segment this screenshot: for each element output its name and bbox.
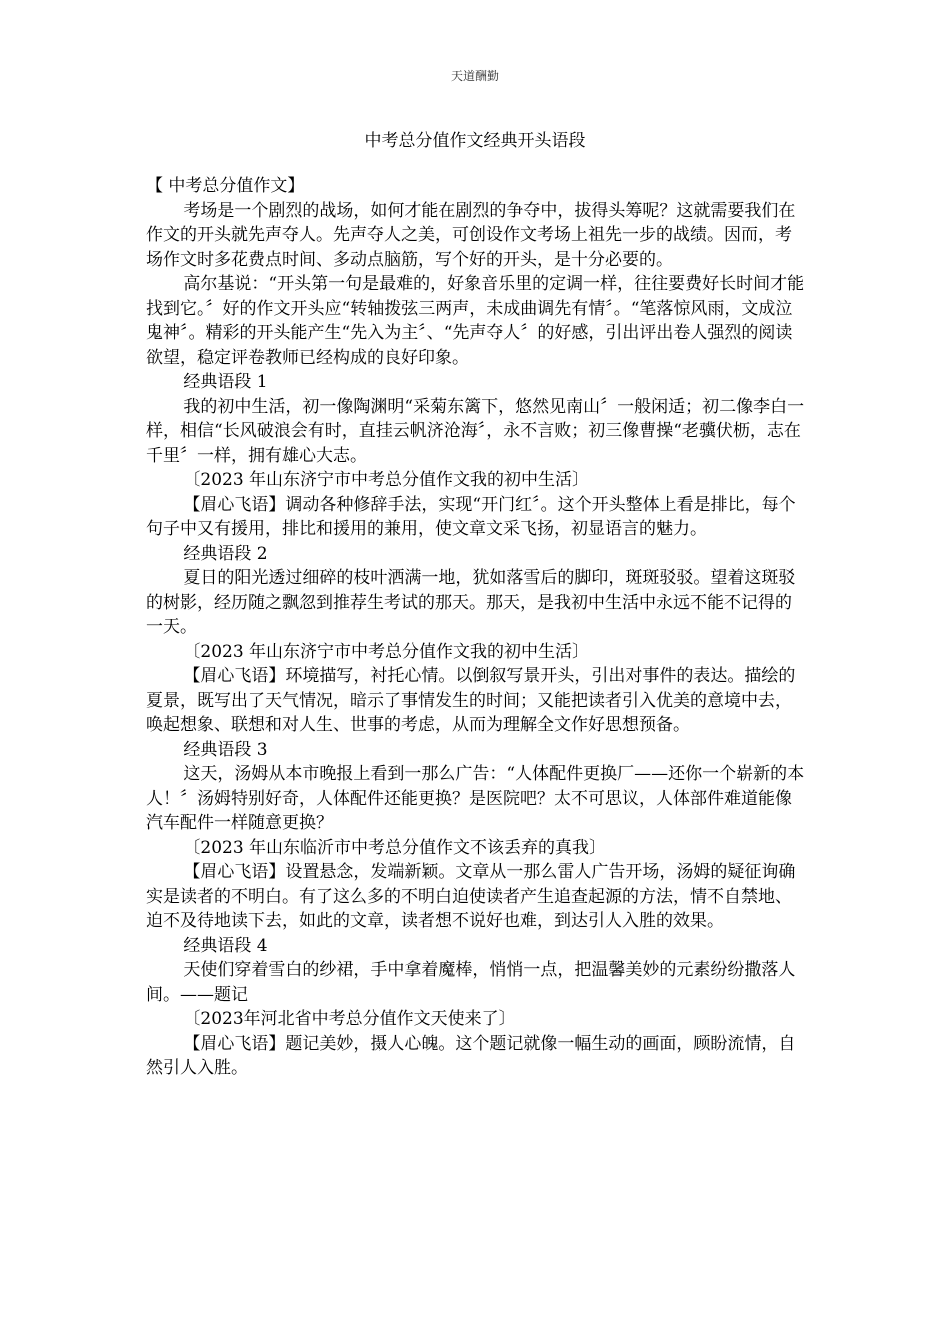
example-source-2: 〔2023 年山东济宁市中考总分值作文我的初中生活〕	[183, 641, 590, 662]
example-heading-3: 经典语段 3	[183, 739, 268, 760]
example-text-3: 这天，汤姆从本市晚报上看到一那么广告：“人体配件更换厂——还你一个崭新的本人！〞汤姆特别好奇，人体配件还能更换？是医院吧？太不可思议，人体部件难道能像汽车配件一样随意更换？	[146, 764, 805, 833]
example-heading-4: 经典语段 4	[183, 935, 268, 956]
example-text-1: 我的初中生活，初一像陶渊明“采菊东篱下，悠然见南山〞一般闲适；初二像李白一样，相信“长风破浪会有时，直挂云帆济沧海〞，永不言败；初三像曹操“老骥伏枥，志在千里〞一样，拥有雄心大志。	[146, 396, 805, 466]
example-comment-2: 【眉心飞语】环境描写，衬托心情。以倒叙写景开头，引出对事件的表达。描绘的夏景，既写出了天气情况，暗示了事情发生的时间；又能把读者引入优美的意境中去，唤起想象、联想和对人生、世事的考虑，从而为理解全文作好思想预备。	[146, 666, 796, 735]
section-heading: 【 中考总分值作文】	[146, 176, 305, 196]
example-text-2: 夏日的阳光透过细碎的枝叶洒满一地，犹如落雪后的脚印，斑斑驳驳。望着这斑驳的树影，经历随之飘忽到推荐生考试的那天。那天，是我初中生活中永远不能不记得的一天。	[146, 568, 796, 637]
example-text-4: 天使们穿着雪白的纱裙，手中拿着魔棒，悄悄一点，把温馨美妙的元素纷纷撒落人间。——题记	[146, 960, 796, 1005]
example-comment-3: 【眉心飞语】设置悬念，发端新颖。文章从一那么雷人广告开场，汤姆的疑征询确实是读者的不明白。有了这么多的不明白迫使读者产生追查起源的方法，情不自禁地、迫不及待地读下去，如此的文章，读者想不说好也难，到达引人入胜的效果。	[146, 862, 796, 931]
document-body	[146, 174, 806, 1081]
example-source-3: 〔2023 年山东临沂市中考总分值作文不该丢弃的真我〕	[183, 837, 607, 858]
document-title: 中考总分值作文经典开头语段	[364, 131, 586, 151]
example-comment-4: 【眉心飞语】题记美妙，摄人心魄。这个题记就像一幅生动的画面，顾盼流情，自然引人入胜。	[146, 1033, 796, 1078]
example-comment-1: 【眉心飞语】调动各种修辞手法，实现“开门红〞。这个开头整体上看是排比，每个句子中又有援用，排比和援用的兼用，使文章文采飞扬，初显语言的魅力。	[146, 494, 796, 539]
example-heading-1: 经典语段 1	[183, 372, 268, 392]
page-header-note: 天道酬勤	[450, 69, 499, 83]
example-source-1: 〔2023 年山东济宁市中考总分值作文我的初中生活〕	[183, 470, 590, 490]
example-source-4: 〔2023年河北省中考总分值作文天使来了〕	[183, 1009, 516, 1029]
paragraph-intro: 考场是一个剧烈的战场，如何才能在剧烈的争夺中，拔得头筹呢？这就需要我们在作文的开头就先声夺人。先声夺人之美，可创设作文考场上祖先一步的战绩。因而，考场作文时多花费点时间、多动点脑筋，写个好的开头，是十分必要的。	[146, 200, 796, 270]
example-heading-2: 经典语段 2	[183, 543, 268, 564]
paragraph-quote: 高尔基说：“开头第一句是最难的，好象音乐里的定调一样，往往要费好长时间才能找到它。〞好的作文开头应“转轴拨弦三两声，未成曲调先有情〞。“笔落惊风雨，文成泣鬼神〞。精彩的开头能产生“先入为主〞、“先声夺人〞的好感，引出评出卷人强烈的阅读欲望，稳定评卷教师已经构成的良好印象。	[146, 274, 805, 368]
